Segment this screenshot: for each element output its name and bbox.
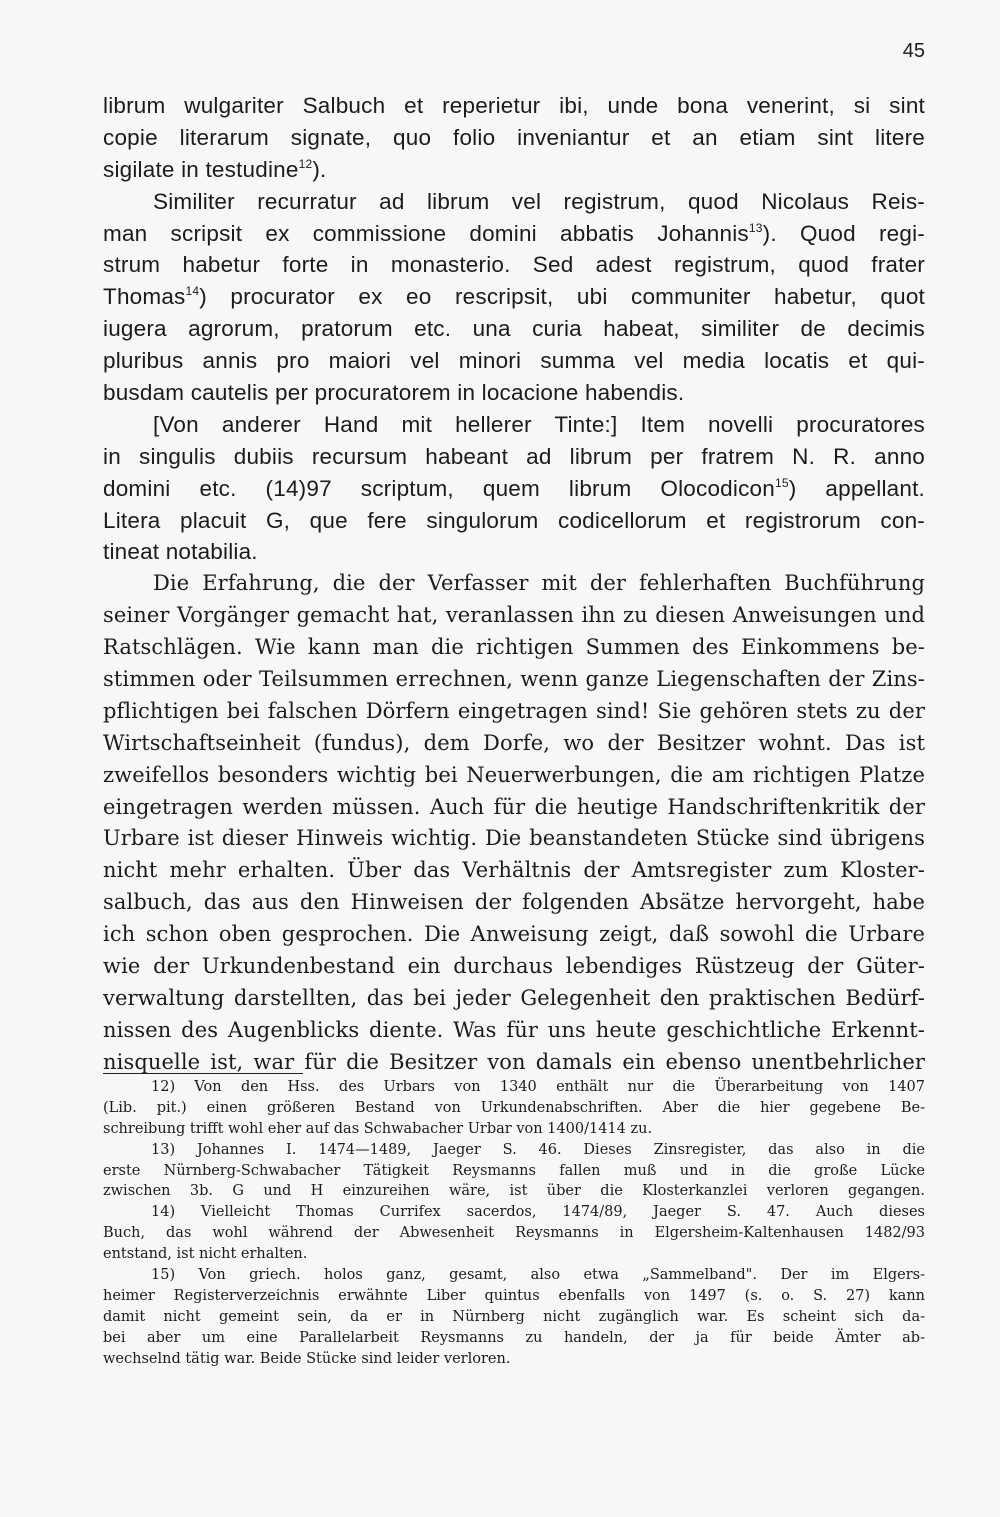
text-line: [Von anderer Hand mit hellerer Tinte:] Item novelli procuratores xyxy=(153,411,925,437)
text-line: iugera agrorum, pratorum etc. una curia habeat, similiter de decimis xyxy=(103,316,925,342)
text-line: stimmen oder Teilsummen errechnen, wenn ganze Liegenschaften der Zins- xyxy=(103,667,925,692)
footnote-line: (Lib. pit.) einen größeren Bestand von Urkundenabschriften. Aber die hier gegebene Be- xyxy=(103,1099,925,1116)
footnote-line: erste Nürnberg-Schwabacher Tätigkeit Reysmanns fallen muß und in die große Lücke xyxy=(103,1162,925,1179)
text-line: nisquelle ist, war für die Besitzer von damals ein ebenso unentbehrlicher xyxy=(103,1049,925,1074)
text-line: domini etc. (14)97 scriptum, quem librum Olocodicon$^{15}$) appellant. xyxy=(103,475,925,501)
footnote-marker: 12 xyxy=(298,156,313,171)
footnote-line: zwischen 3b. G und H einzureihen wäre, ist über die Klosterkanzlei verloren gegangen. xyxy=(103,1183,925,1200)
main-text xyxy=(103,90,925,1079)
text-line: pluribus annis pro maiori vel minori summa vel media locatis et qui- xyxy=(103,348,925,374)
text-line: zweifellos besonders wichtig bei Neuerwerbungen, die am richtigen Platze xyxy=(103,762,925,787)
text-line: man scripsit ex commissione domini abbatis Johannis$^{13}$). Quod regi- xyxy=(103,220,926,246)
footnote-marker: 15 xyxy=(774,475,789,490)
text-line: nissen des Augenblicks diente. Was für uns heute geschichtliche Erkennt- xyxy=(103,1017,925,1042)
footnote-line: heimer Registerverzeichnis erwähnte Liber quintus ebenfalls von 1497 (s. o. S. 27) kann xyxy=(103,1287,925,1304)
footnote-line: 15) Von griech. holos ganz, gesamt, also etwa „Sammelband". Der im Elgers- xyxy=(151,1267,925,1284)
text-line: nicht mehr erhalten. Über das Verhältnis der Amtsregister zum Kloster- xyxy=(103,858,925,883)
text-line: seiner Vorgänger gemacht hat, veranlassen ihn zu diesen Anweisungen und xyxy=(103,603,925,628)
text-line: sigilate in testudine$^{12}$). xyxy=(103,156,327,182)
text-line: copie literarum signate, quo folio inveniantur et an etiam sint litere xyxy=(103,124,925,150)
text-line: librum wulgariter Salbuch et reperietur ibi, unde bona venerint, si sint xyxy=(103,93,925,118)
footnote-line: wechselnd tätig war. Beide Stücke sind leider verloren. xyxy=(103,1350,511,1367)
footnote-marker: 13 xyxy=(748,220,763,235)
text-line: Wirtschaftseinheit (fundus), dem Dorfe, wo der Besitzer wohnt. Das ist xyxy=(103,730,925,755)
footnote-line: entstand, ist nicht erhalten. xyxy=(103,1246,308,1263)
text-line: Thomas$^{14}$) procurator ex eo rescripsit, ubi communiter habetur, quot xyxy=(103,284,925,310)
text-line: strum habetur forte in monasterio. Sed adest registrum, quod frater xyxy=(103,252,925,278)
footnote-line: 13) Johannes I. 1474—1489, Jaeger S. 46. Dieses Zinsregister, das also in die xyxy=(151,1141,925,1158)
text-line: busdam cautelis per procuratorem in locacione habendis. xyxy=(103,380,685,406)
footnote-divider xyxy=(103,1073,303,1074)
footnote-line: schreibung trifft wohl eher auf das Schwabacher Urbar von 1400/1414 zu. xyxy=(103,1120,653,1137)
text-line: verwaltung darstellten, das bei jeder Gelegenheit den praktischen Bedürf- xyxy=(103,985,925,1010)
footnote-line: 14) Vielleicht Thomas Currifex sacerdos, 1474/89, Jaeger S. 47. Auch dieses xyxy=(151,1204,925,1221)
text-line: Litera placuit G, que fere singulorum codicellorum et registrorum con- xyxy=(103,507,925,533)
text-line: salbuch, das aus den Hinweisen der folgenden Absätze hervorgeht, habe xyxy=(103,890,925,915)
footnote-marker: 14 xyxy=(185,284,200,299)
text-line: Similiter recurratur ad librum vel registrum, quod Nicolaus Reis- xyxy=(153,188,925,214)
text-line: in singulis dubiis recursum habeant ad librum per fratrem N. R. anno xyxy=(103,443,925,469)
text-line: Urbare ist dieser Hinweis wichtig. Die beanstandeten Stücke sind übrigens xyxy=(103,826,925,851)
text-line: eingetragen werden müssen. Auch für die heutige Handschriftenkritik der xyxy=(103,794,925,819)
text-line: Ratschlägen. Wie kann man die richtigen Summen des Einkommens be- xyxy=(103,635,925,660)
footnote-line: Buch, das wohl während der Abwesenheit Reysmanns in Elgersheim-Kaltenhausen 1482/93 xyxy=(103,1225,925,1242)
page-number: 45 xyxy=(902,40,925,62)
footnote-line: 12) Von den Hss. des Urbars von 1340 enthält nur die Überarbeitung von 1407 xyxy=(151,1079,925,1095)
text-line: Die Erfahrung, die der Verfasser mit der fehlerhaften Buchführung xyxy=(153,571,925,596)
text-line: ich schon oben gesprochen. Die Anweisung zeigt, daß sowohl die Urbare xyxy=(103,922,925,947)
footnotes xyxy=(103,1077,925,1369)
text-line: tineat notabilia. xyxy=(103,539,258,565)
text-line: pflichtigen bei falschen Dörfern eingetragen sind! Sie gehören stets zu der xyxy=(103,698,925,723)
text-line: wie der Urkundenbestand ein durchaus lebendiges Rüstzeug der Güter- xyxy=(103,954,925,979)
footnote-line: bei aber um eine Parallelarbeit Reysmanns zu handeln, der ja für beide Ämter ab- xyxy=(103,1329,925,1346)
footnote-line: damit nicht gemeint sein, da er in Nürnberg nicht zugänglich war. Es scheint sich da- xyxy=(103,1308,925,1325)
